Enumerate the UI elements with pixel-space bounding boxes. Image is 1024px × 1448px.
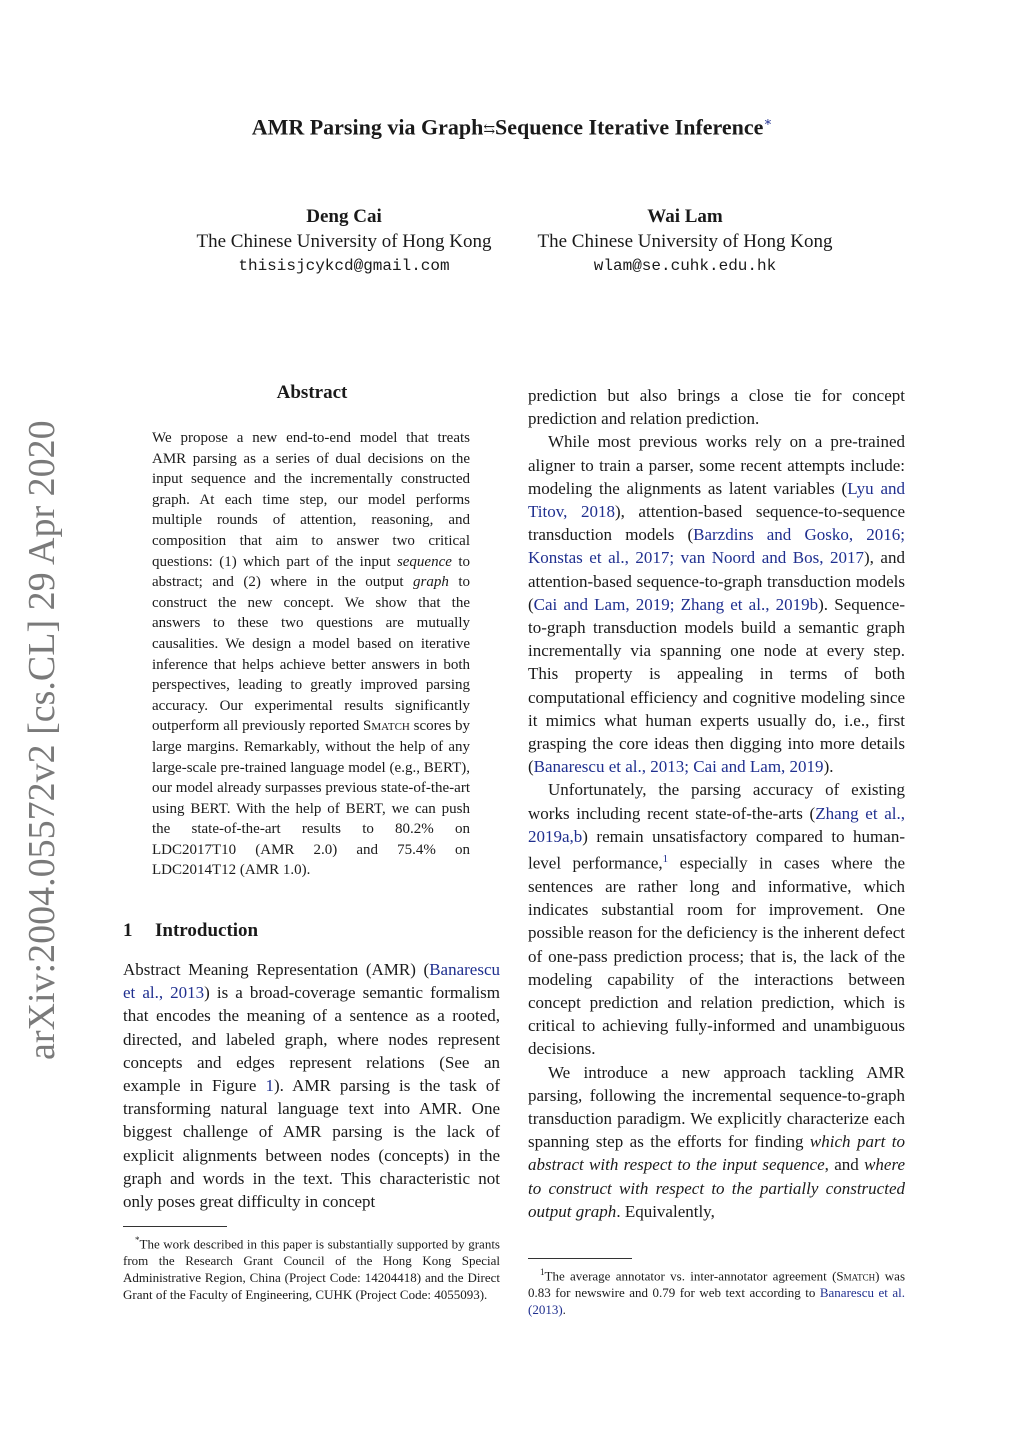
right-column bbox=[528, 384, 905, 1223]
author-affiliation: The Chinese University of Hong Kong bbox=[537, 231, 833, 252]
footnote-rule bbox=[123, 1226, 227, 1227]
paper-title bbox=[0, 114, 1024, 140]
author-name: Deng Cai bbox=[306, 206, 382, 227]
arxiv-stamp: arXiv:2004.05572v2 [cs.CL] 29 Apr 2020 bbox=[21, 420, 63, 1060]
footnote-left bbox=[123, 1232, 500, 1303]
citation-link[interactable]: Banarescu et al. (2013) bbox=[528, 1285, 905, 1318]
title-footnote-mark[interactable]: ∗ bbox=[763, 114, 773, 129]
footnote-link[interactable]: 1 bbox=[662, 853, 669, 866]
bidirectional-arrow-icon: ⇆ bbox=[483, 122, 496, 138]
body-text: ), and attention-based sequence-to-graph transduction models ( bbox=[528, 548, 905, 614]
intro-text: ). AMR parsing is the task of transforming natural language text into AMR. One biggest challenge of AMR parsing is the lack of explicit alignments between nodes (concepts) in the graph and words in the text. This characteristic not only poses great difficulty in concept bbox=[123, 1076, 500, 1212]
emphasis: where to construct with respect to the partially constructed output graph bbox=[528, 1155, 905, 1221]
section-heading bbox=[123, 920, 258, 942]
intro-paragraph bbox=[123, 958, 500, 1213]
footnote-text: The average annotator vs. inter-annotator agreement ( bbox=[544, 1268, 837, 1284]
title-part-1: AMR Parsing via Graph bbox=[251, 114, 484, 140]
citation-link[interactable]: Zhang et al., 2019a,b bbox=[528, 803, 906, 846]
footnote-right bbox=[528, 1264, 905, 1318]
citation-separator: ; bbox=[669, 594, 681, 614]
citation-link[interactable]: Cai and Lam, 2019 bbox=[693, 757, 824, 777]
author-name: Wai Lam bbox=[647, 206, 723, 227]
section-title: Introduction bbox=[155, 920, 259, 941]
body-text: We introduce a new approach tackling AMR parsing, following the incremental sequence-to-graph transduction paradigm. We explicitly characterize each spanning step as the efforts for finding bbox=[528, 1062, 905, 1152]
intro-text: ) is a broad-coverage semantic formalism that encodes the meaning of a sentence as a rooted, directed, and labeled graph, where nodes represent concepts and edges represent relations (See an example in Figure bbox=[123, 983, 500, 1096]
body-text: ), attention-based sequence-to-sequence transduction models ( bbox=[528, 502, 905, 545]
citation-link[interactable]: Konstas et al., 2017 bbox=[528, 548, 670, 568]
paragraph bbox=[528, 384, 905, 430]
body-text: While most previous works rely on a pre-trained aligner to train a parser, some recent attempts include: modeling the alignments as latent variables ( bbox=[528, 432, 905, 498]
citation-link[interactable]: Banarescu et al., 2013 bbox=[533, 757, 685, 777]
emphasis: which part to abstract with respect to the input sequence bbox=[528, 1132, 905, 1175]
author-affiliation: The Chinese University of Hong Kong bbox=[196, 231, 492, 252]
footnote-mark: * bbox=[135, 1235, 140, 1245]
body-text: ). bbox=[823, 757, 834, 777]
section-number: 1 bbox=[123, 920, 133, 941]
citation-link[interactable]: Lyu and Titov, 2018 bbox=[528, 478, 905, 522]
body-text: especially in cases where the sentences are rather long and informative, which indicates substantial room for improvement. One possible reason for the deficiency is the inherent defect of one-pass prediction process; that is, the lack of the modeling capability of the interactions between concept prediction and relation prediction, which is critical to achieving fully-informed and unambiguous decisions. bbox=[528, 853, 905, 1059]
citation-separator: ; bbox=[669, 548, 681, 568]
author-block-1 bbox=[179, 204, 509, 279]
citation-link[interactable]: Cai and Lam, 2019 bbox=[533, 594, 670, 614]
footnote-text: The work described in this paper is substantially supported by grants from the Research Grant Council of the Hong Kong Special Administrative Region, China (Project Code: 14204418) and the Direct Grant of the Faculty of Engineering, CUHK (Project Code: 4055093). bbox=[123, 1236, 500, 1303]
footnote-text: . bbox=[562, 1302, 566, 1318]
paragraph bbox=[528, 1061, 905, 1223]
figure-link[interactable]: 1 bbox=[265, 1076, 274, 1096]
body-text: ). Sequence-to-graph transduction models build a semantic graph incrementally via spanning one node at every step. This property is appealing in terms of both computational efficiency and cognitive modeling since it mimics what human experts usually do, i.e., first grasping the core ideas then digging into more details ( bbox=[528, 594, 906, 777]
body-text: , and bbox=[824, 1155, 865, 1175]
paragraph bbox=[528, 430, 905, 778]
abstract-emphasis: graph bbox=[413, 574, 449, 591]
paragraph bbox=[528, 778, 905, 1060]
body-text: prediction but also brings a close tie for concept prediction and relation prediction. bbox=[528, 386, 905, 429]
citation-separator: ; bbox=[684, 757, 694, 777]
abstract-body bbox=[152, 428, 470, 881]
body-text: ) remain unsatisfactory compared to human-level performance, bbox=[528, 826, 905, 873]
smatch-term: Smatch bbox=[836, 1268, 876, 1284]
author-email[interactable]: thisisjcykcd@gmail.com bbox=[238, 257, 450, 275]
smatch-term: Smatch bbox=[363, 718, 410, 735]
footnote-mark: 1 bbox=[540, 1267, 545, 1277]
title-part-2: Sequence Iterative Inference bbox=[495, 114, 764, 140]
body-text: Unfortunately, the parsing accuracy of existing works including recent state-of-the-arts ( bbox=[528, 780, 905, 823]
author-block-2 bbox=[520, 204, 850, 279]
body-text: . Equivalently, bbox=[616, 1201, 715, 1221]
footnote-text: ) was 0.83 for newswire and 0.79 for web text according to bbox=[528, 1268, 906, 1301]
abstract-text: We propose a new end-to-end model that treats AMR parsing as a series of dual decisions on the input sequence and the incrementally constructed graph. At each time step, our model performs multiple rounds of attention, reasoning, and composition that aim to answer two critical questions: (1) which part of the input bbox=[152, 430, 470, 570]
abstract-text: scores by large margins. Remarkably, without the help of any large-scale pre-trained language model (e.g., BERT), our model already surpasses previous state-of-the-art using BERT. With the help of BERT, we can push the state-of-the-art results to 80.2% on LDC2017T10 (AMR 2.0) and 75.4% on LDC2014T12 (AMR 1.0). bbox=[152, 718, 470, 879]
intro-text: Abstract Meaning Representation (AMR) ( bbox=[123, 960, 430, 979]
citation-link[interactable]: Banarescu et al., 2013 bbox=[123, 960, 500, 1003]
abstract-emphasis: sequence bbox=[396, 553, 452, 570]
footnote-rule bbox=[528, 1258, 632, 1259]
author-email[interactable]: wlam@se.cuhk.edu.hk bbox=[593, 257, 777, 275]
citation-link[interactable]: van Noord and Bos, 2017 bbox=[680, 548, 864, 568]
abstract-heading: Abstract bbox=[276, 382, 348, 403]
citation-separator: ; bbox=[900, 525, 905, 545]
citation-link[interactable]: Barzdins and Gosko, 2016 bbox=[693, 525, 901, 545]
citation-link[interactable]: Zhang et al., 2019b bbox=[680, 594, 819, 614]
abstract-text: to abstract; and (2) where in the output bbox=[152, 553, 470, 591]
abstract-text: to construct the new concept. We show that the answers to these two questions are mutually causalities. We design a model based on iterative inference that helps achieve better answers in both perspectives, leading to greatly improved parsing accuracy. Our experimental results significantly outperform all previously reported bbox=[152, 574, 470, 735]
